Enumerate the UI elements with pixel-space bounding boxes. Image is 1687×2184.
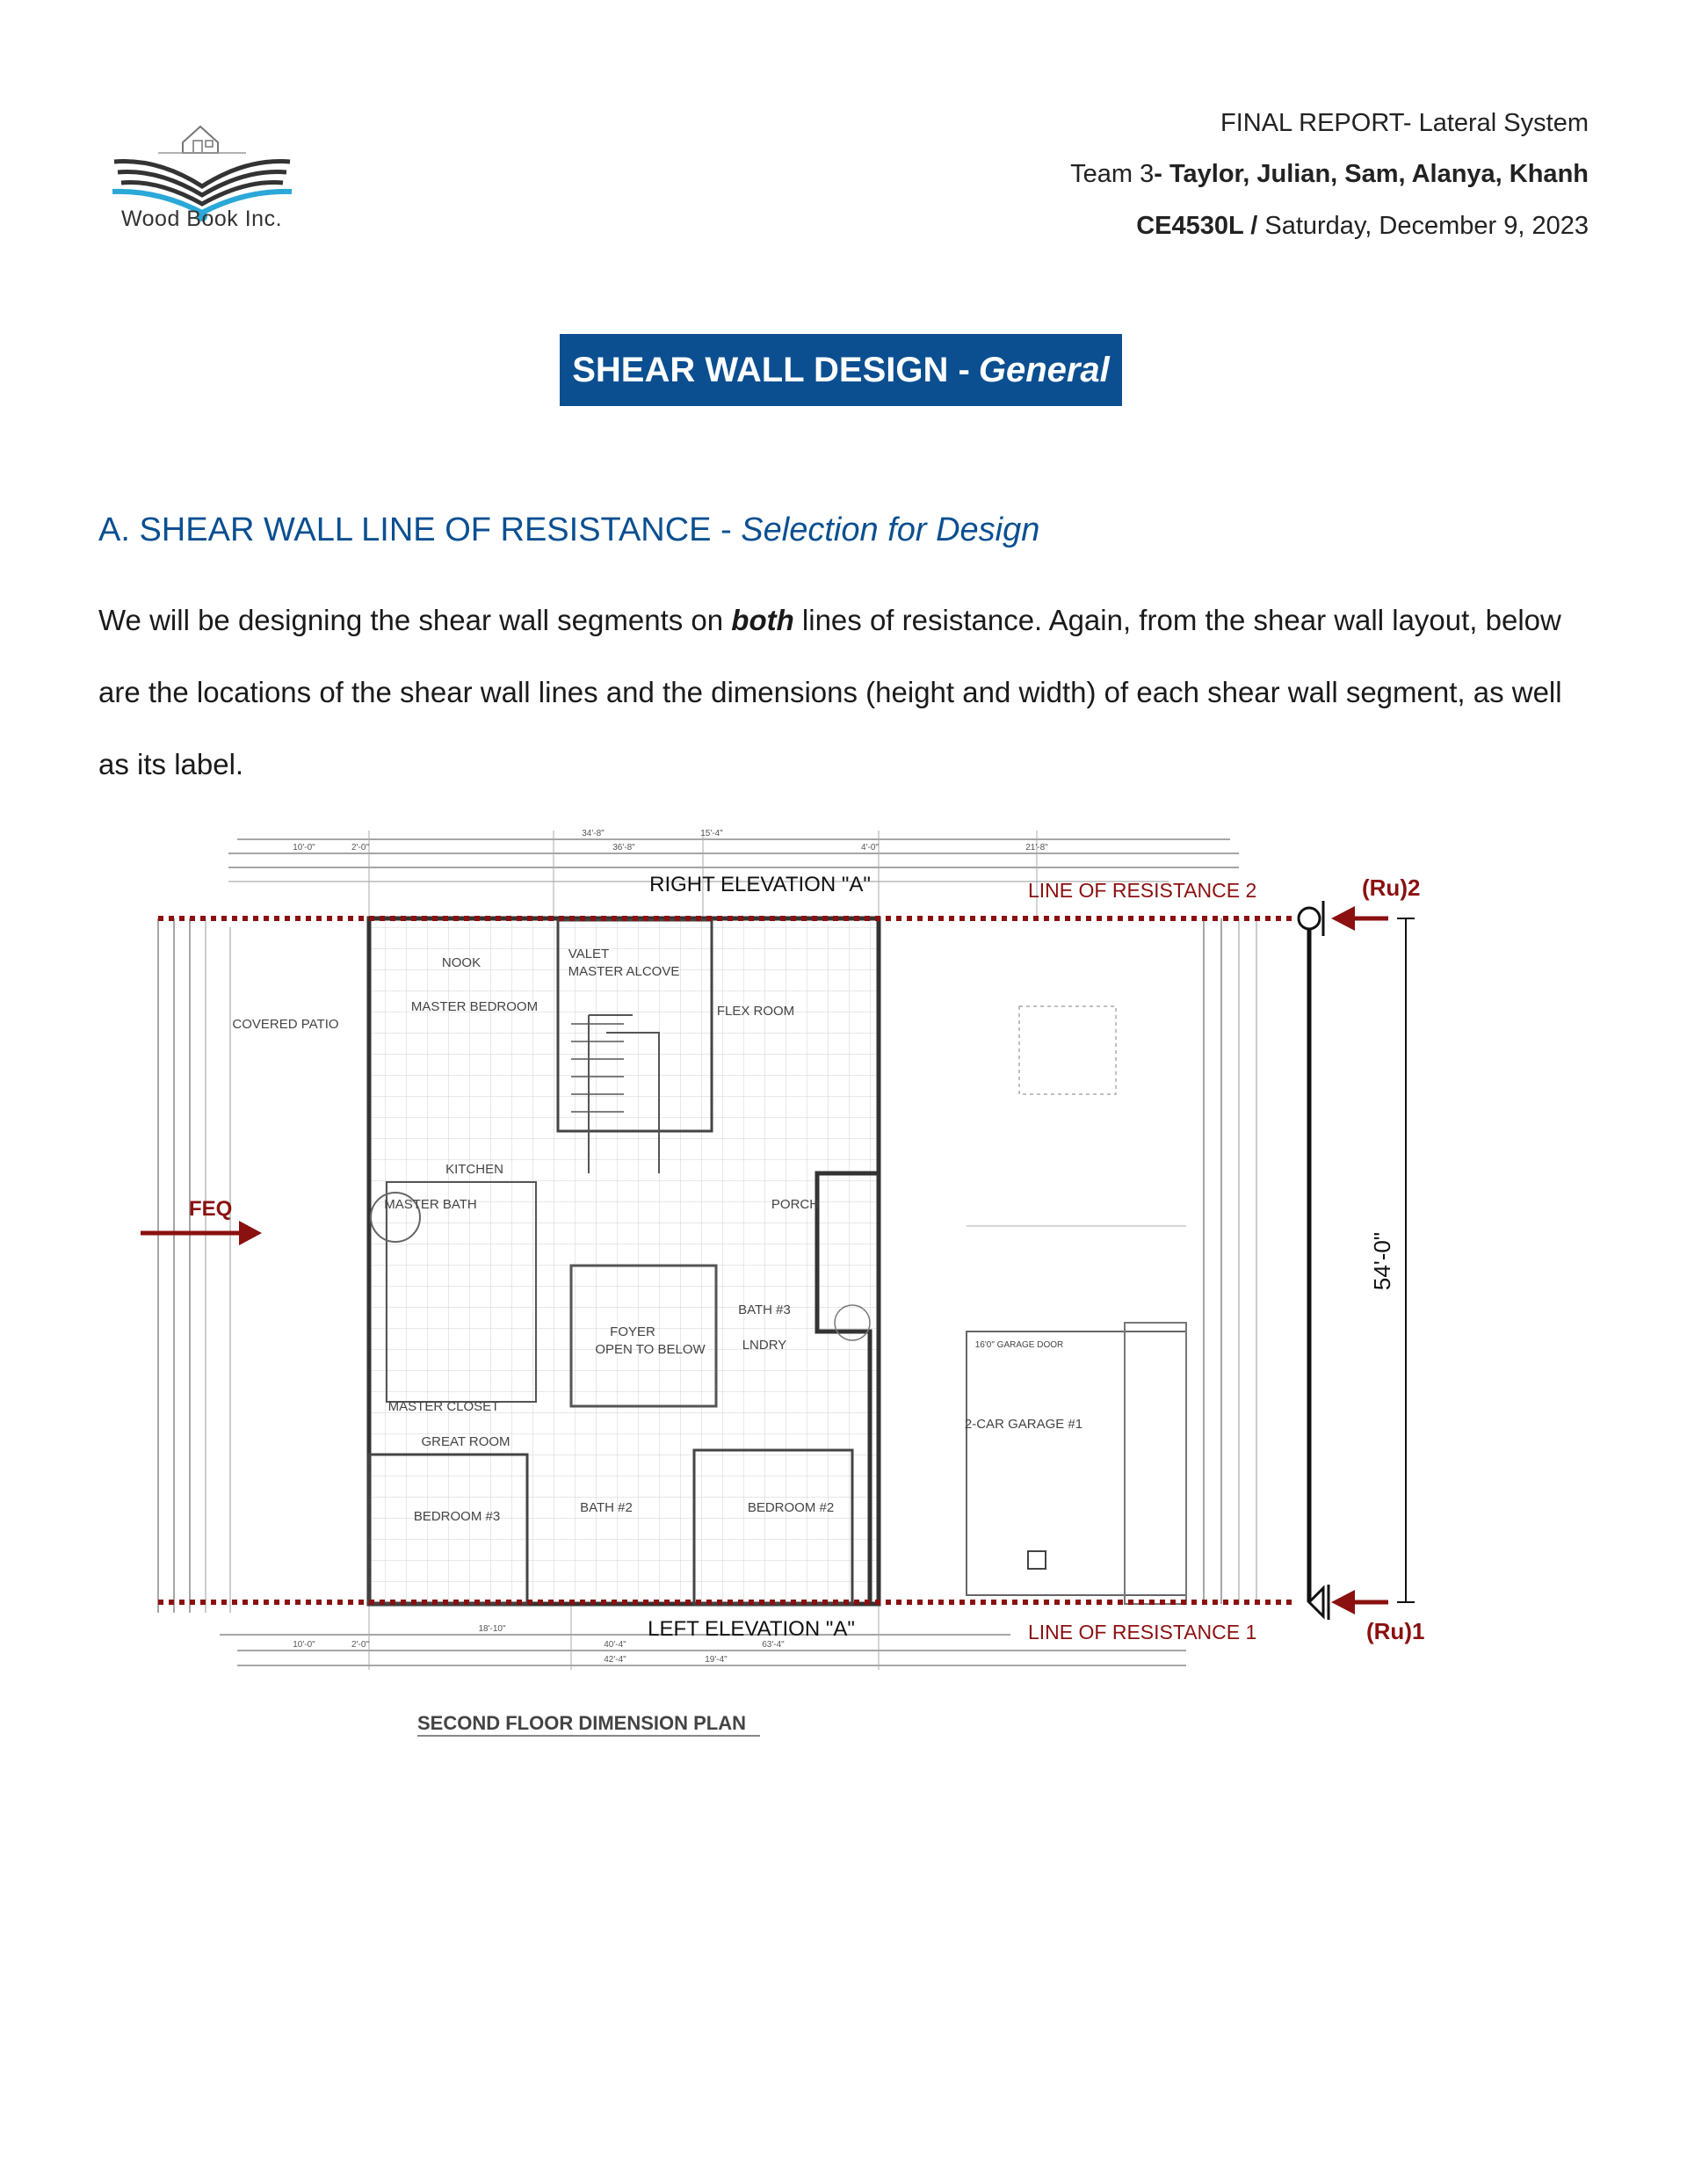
room-label: BEDROOM #3 <box>413 1509 501 1524</box>
dimension-label: 34'-8" <box>582 829 605 838</box>
dimension-label: 21'-8" <box>1025 843 1048 853</box>
room-label: LNDRY <box>742 1338 787 1353</box>
ru1-arrow-icon <box>1331 1590 1388 1614</box>
right-elevation-label: RIGHT ELEVATION "A" <box>649 873 871 896</box>
dimension-label: 10'-0" <box>293 1640 315 1650</box>
ru2-arrow-icon <box>1331 906 1388 931</box>
dimension-label: 15'-4" <box>700 829 723 838</box>
line-of-resistance-1-label: LINE OF RESISTANCE 1 <box>1028 1621 1257 1643</box>
dimension-label: 63'-4" <box>762 1640 785 1650</box>
room-label: 16'0" GARAGE DOOR <box>974 1340 1064 1350</box>
room-label: 2-CAR GARAGE #1 <box>964 1417 1083 1432</box>
ru2-label: (Ru)2 <box>1362 874 1421 901</box>
section-heading: A. SHEAR WALL LINE OF RESISTANCE - Selection for Design <box>98 512 1040 548</box>
room-label: MASTER CLOSET <box>387 1399 500 1414</box>
dimension-label: 2'-0" <box>351 843 369 853</box>
course-date-line: CE4530L / Saturday, December 9, 2023 <box>1136 212 1589 240</box>
room-label: GREAT ROOM <box>421 1434 510 1449</box>
dimension-label: 19'-4" <box>705 1655 728 1665</box>
dimension-label: 40'-4" <box>604 1640 626 1650</box>
room-label: BEDROOM #2 <box>747 1500 835 1515</box>
room-label: BATH #2 <box>580 1500 633 1515</box>
team-line: Team 3- Taylor, Julian, Sam, Alanya, Khanh <box>1070 160 1589 188</box>
banner-subtitle: General <box>978 350 1110 389</box>
plan-title: SECOND FLOOR DIMENSION PLAN <box>417 1712 747 1734</box>
section-banner <box>560 334 1122 406</box>
room-label: BATH #3 <box>738 1302 791 1317</box>
dimension-label: 10'-0" <box>293 843 315 853</box>
line-of-resistance-2-label: LINE OF RESISTANCE 2 <box>1028 879 1257 902</box>
dimension-label: 2'-0" <box>351 1640 369 1650</box>
report-title: FINAL REPORT- Lateral System <box>1220 109 1589 137</box>
room-label: MASTER ALCOVE <box>568 964 680 979</box>
room-label: MASTER BEDROOM <box>410 999 539 1014</box>
banner-title: SHEAR WALL DESIGN - <box>572 350 970 389</box>
room-label: FLEX ROOM <box>716 1004 795 1019</box>
dimension-label: 18'-10" <box>478 1624 506 1634</box>
feq-label: FEQ <box>189 1197 233 1221</box>
floor-plan-drawing <box>132 822 1502 1775</box>
section-paragraph: We will be designing the shear wall segments on both lines of resistance. Again, from the shear wall layout, below are the locations of the shear wall lines and the dimensions (height and width) of each shear wall segment, as well as its label. <box>98 604 1562 780</box>
room-label: COVERED PATIO <box>232 1017 339 1032</box>
room-label: OPEN TO BELOW <box>595 1342 706 1357</box>
room-label: VALET <box>568 947 610 961</box>
support-diagram <box>1299 901 1415 1620</box>
dimension-label: 4'-0" <box>861 843 879 853</box>
logo-text: Wood Book Inc. <box>121 207 283 231</box>
room-label: NOOK <box>441 955 481 970</box>
ru1-label: (Ru)1 <box>1366 1618 1425 1644</box>
left-elevation-label: LEFT ELEVATION "A" <box>648 1617 855 1641</box>
room-label: PORCH <box>771 1197 820 1212</box>
dimension-label: 42'-4" <box>604 1655 626 1665</box>
dimension-label: 36'-8" <box>612 843 635 853</box>
span-dimension-label: 54'-0" <box>1369 1231 1395 1291</box>
room-label: KITCHEN <box>445 1162 503 1177</box>
room-label: FOYER <box>610 1324 655 1339</box>
room-label: MASTER BATH <box>384 1197 477 1212</box>
